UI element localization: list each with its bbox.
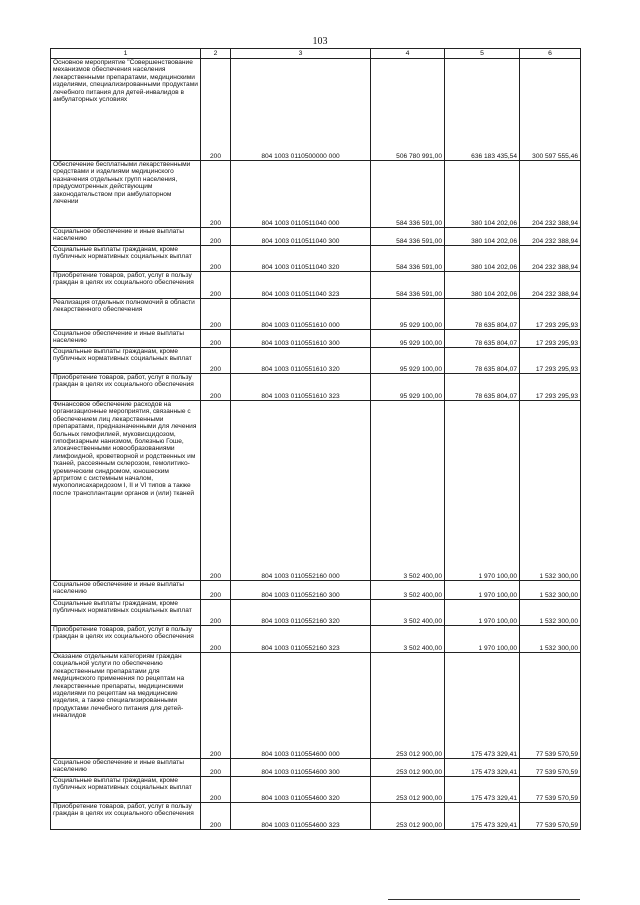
row-line-code: 200 bbox=[201, 330, 231, 348]
table-row bbox=[51, 653, 581, 759]
row-budget-code: 804 1003 0110551610 320 bbox=[231, 348, 371, 374]
row-line-code: 200 bbox=[201, 228, 231, 246]
row-line-code: 200 bbox=[201, 374, 231, 401]
row-budget-code: 804 1003 0110511040 323 bbox=[231, 272, 371, 299]
row-approved: 253 012 900,00 bbox=[371, 803, 445, 830]
row-unexecuted: 17 293 295,93 bbox=[520, 299, 581, 330]
row-executed: 175 473 329,41 bbox=[445, 803, 520, 830]
table-row bbox=[51, 374, 581, 401]
row-line-code: 200 bbox=[201, 759, 231, 777]
row-line-code: 200 bbox=[201, 626, 231, 653]
row-budget-code: 804 1003 0110500000 000 bbox=[231, 59, 371, 161]
row-unexecuted: 77 539 570,59 bbox=[520, 777, 581, 803]
row-budget-code: 804 1003 0110551610 323 bbox=[231, 374, 371, 401]
budget-table bbox=[50, 48, 581, 830]
row-executed: 1 970 100,00 bbox=[445, 626, 520, 653]
row-approved: 253 012 900,00 bbox=[371, 759, 445, 777]
row-unexecuted: 1 532 300,00 bbox=[520, 401, 581, 581]
table-row bbox=[51, 272, 581, 299]
column-header: 1 bbox=[51, 49, 201, 59]
row-description: Социальное обеспечение и иные выплаты населению bbox=[51, 581, 201, 600]
row-approved: 253 012 900,00 bbox=[371, 653, 445, 759]
column-header: 4 bbox=[371, 49, 445, 59]
row-approved: 584 336 591,00 bbox=[371, 161, 445, 228]
row-line-code: 200 bbox=[201, 803, 231, 830]
column-header: 2 bbox=[201, 49, 231, 59]
row-unexecuted: 204 232 388,94 bbox=[520, 272, 581, 299]
row-budget-code: 804 1003 0110554600 000 bbox=[231, 653, 371, 759]
row-executed: 380 104 202,06 bbox=[445, 272, 520, 299]
row-executed: 78 635 804,07 bbox=[445, 348, 520, 374]
row-budget-code: 804 1003 0110552160 300 bbox=[231, 581, 371, 600]
row-description: Социальные выплаты гражданам, кроме публичных нормативных социальных выплат bbox=[51, 777, 201, 803]
row-budget-code: 804 1003 0110511040 000 bbox=[231, 161, 371, 228]
row-approved: 3 502 400,00 bbox=[371, 401, 445, 581]
row-executed: 175 473 329,41 bbox=[445, 777, 520, 803]
row-executed: 78 635 804,07 bbox=[445, 330, 520, 348]
table-row bbox=[51, 759, 581, 777]
row-budget-code: 804 1003 0110554600 323 bbox=[231, 803, 371, 830]
row-unexecuted: 204 232 388,94 bbox=[520, 161, 581, 228]
row-line-code: 200 bbox=[201, 600, 231, 626]
row-unexecuted: 17 293 295,93 bbox=[520, 330, 581, 348]
row-approved: 584 336 591,00 bbox=[371, 228, 445, 246]
row-executed: 380 104 202,06 bbox=[445, 228, 520, 246]
row-line-code: 200 bbox=[201, 348, 231, 374]
row-description: Социальное обеспечение и иные выплаты населению bbox=[51, 330, 201, 348]
row-budget-code: 804 1003 0110511040 320 bbox=[231, 246, 371, 272]
column-header: 3 bbox=[231, 49, 371, 59]
row-line-code: 200 bbox=[201, 246, 231, 272]
table-row bbox=[51, 581, 581, 600]
row-unexecuted: 204 232 388,94 bbox=[520, 246, 581, 272]
row-budget-code: 804 1003 0110552160 323 bbox=[231, 626, 371, 653]
table-row bbox=[51, 777, 581, 803]
row-executed: 1 970 100,00 bbox=[445, 401, 520, 581]
row-unexecuted: 17 293 295,93 bbox=[520, 348, 581, 374]
row-budget-code: 804 1003 0110552160 320 bbox=[231, 600, 371, 626]
column-header: 5 bbox=[445, 49, 520, 59]
row-executed: 636 183 435,54 bbox=[445, 59, 520, 161]
row-approved: 95 929 100,00 bbox=[371, 299, 445, 330]
row-line-code: 200 bbox=[201, 161, 231, 228]
table-row bbox=[51, 228, 581, 246]
row-description: Оказание отдельным категориям граждан социальной услуги по обеспечению лекарственными препаратами для медицинского применения по рецептам на лекарственные препараты, медицинскими изделиями по рецептам на медицинские изделия, а также специализированными продуктами лечебного питания для детей-инвалидов bbox=[51, 653, 201, 759]
row-approved: 95 929 100,00 bbox=[371, 330, 445, 348]
row-unexecuted: 1 532 300,00 bbox=[520, 626, 581, 653]
table-header-row bbox=[51, 49, 581, 59]
footer-rule bbox=[388, 899, 580, 900]
row-approved: 95 929 100,00 bbox=[371, 374, 445, 401]
table-row bbox=[51, 330, 581, 348]
row-executed: 380 104 202,06 bbox=[445, 246, 520, 272]
row-executed: 175 473 329,41 bbox=[445, 759, 520, 777]
row-unexecuted: 1 532 300,00 bbox=[520, 581, 581, 600]
table-row bbox=[51, 246, 581, 272]
row-budget-code: 804 1003 0110551610 300 bbox=[231, 330, 371, 348]
row-unexecuted: 1 532 300,00 bbox=[520, 600, 581, 626]
row-description: Приобретение товаров, работ, услуг в пользу граждан в целях их социального обеспечения bbox=[51, 374, 201, 401]
row-unexecuted: 77 539 570,59 bbox=[520, 759, 581, 777]
row-description: Финансовое обеспечение расходов на организационные мероприятия, связанные с обеспечением лиц лекарственными препаратами, предназначенными для лечения больных гемофилией, муковисцидозом, гипофизарным нанизмом, болезнью Гоше, злокачественными новообразованиями лимфоидной, кроветворной и родственных им тканей, рассеянным склерозом, гемолитико-уремическим синдромом, юношеским артритом с системным началом, мукополисахаридозом I, II и VI типов а также после трансплантации органов и (или) тканей bbox=[51, 401, 201, 581]
row-description: Основное мероприятие "Совершенствование механизмов обеспечения населения лекарственными препаратами, медицинскими изделиями, специализированными продуктами лечебного питания для детей-инвалидов в амбулаторных условиях bbox=[51, 59, 201, 161]
row-approved: 3 502 400,00 bbox=[371, 581, 445, 600]
row-approved: 584 336 591,00 bbox=[371, 246, 445, 272]
row-budget-code: 804 1003 0110511040 300 bbox=[231, 228, 371, 246]
row-description: Социальные выплаты гражданам, кроме публичных нормативных социальных выплат bbox=[51, 600, 201, 626]
row-unexecuted: 77 539 570,59 bbox=[520, 653, 581, 759]
row-description: Обеспечение бесплатными лекарственными средствами и изделиями медицинского назначения отдельных групп населения, предусмотренных действующим законодательством при амбулаторном лечении bbox=[51, 161, 201, 228]
row-executed: 1 970 100,00 bbox=[445, 600, 520, 626]
row-description: Приобретение товаров, работ, услуг в пользу граждан в целях их социального обеспечения bbox=[51, 272, 201, 299]
table-row bbox=[51, 803, 581, 830]
row-budget-code: 804 1003 0110551610 000 bbox=[231, 299, 371, 330]
row-description: Социальное обеспечение и иные выплаты населению bbox=[51, 759, 201, 777]
row-line-code: 200 bbox=[201, 299, 231, 330]
row-budget-code: 804 1003 0110554600 300 bbox=[231, 759, 371, 777]
table-row bbox=[51, 348, 581, 374]
row-line-code: 200 bbox=[201, 581, 231, 600]
row-line-code: 200 bbox=[201, 653, 231, 759]
row-line-code: 200 bbox=[201, 777, 231, 803]
row-unexecuted: 17 293 295,93 bbox=[520, 374, 581, 401]
row-line-code: 200 bbox=[201, 401, 231, 581]
row-line-code: 200 bbox=[201, 59, 231, 161]
row-approved: 3 502 400,00 bbox=[371, 600, 445, 626]
row-executed: 175 473 329,41 bbox=[445, 653, 520, 759]
row-line-code: 200 bbox=[201, 272, 231, 299]
row-executed: 78 635 804,07 bbox=[445, 374, 520, 401]
row-description: Социальное обеспечение и иные выплаты населению bbox=[51, 228, 201, 246]
row-budget-code: 804 1003 0110554600 320 bbox=[231, 777, 371, 803]
row-unexecuted: 204 232 388,94 bbox=[520, 228, 581, 246]
row-budget-code: 804 1003 0110552160 000 bbox=[231, 401, 371, 581]
row-description: Приобретение товаров, работ, услуг в пользу граждан в целях их социального обеспечения bbox=[51, 626, 201, 653]
row-executed: 1 970 100,00 bbox=[445, 581, 520, 600]
row-executed: 78 635 804,07 bbox=[445, 299, 520, 330]
table-row bbox=[51, 299, 581, 330]
row-unexecuted: 77 539 570,59 bbox=[520, 803, 581, 830]
table-row bbox=[51, 401, 581, 581]
row-approved: 506 780 991,00 bbox=[371, 59, 445, 161]
row-description: Социальные выплаты гражданам, кроме публичных нормативных социальных выплат bbox=[51, 348, 201, 374]
row-executed: 380 104 202,06 bbox=[445, 161, 520, 228]
row-approved: 95 929 100,00 bbox=[371, 348, 445, 374]
page-number: 103 bbox=[312, 36, 328, 47]
row-approved: 584 336 591,00 bbox=[371, 272, 445, 299]
table-row bbox=[51, 626, 581, 653]
row-approved: 253 012 900,00 bbox=[371, 777, 445, 803]
table-row bbox=[51, 161, 581, 228]
row-description: Социальные выплаты гражданам, кроме публичных нормативных социальных выплат bbox=[51, 246, 201, 272]
row-description: Реализация отдельных полномочий в области лекарственного обеспечения bbox=[51, 299, 201, 330]
row-approved: 3 502 400,00 bbox=[371, 626, 445, 653]
row-unexecuted: 300 597 555,46 bbox=[520, 59, 581, 161]
row-description: Приобретение товаров, работ, услуг в пользу граждан в целях их социального обеспечения bbox=[51, 803, 201, 830]
table-row bbox=[51, 600, 581, 626]
table-row bbox=[51, 59, 581, 161]
column-header: 6 bbox=[520, 49, 581, 59]
